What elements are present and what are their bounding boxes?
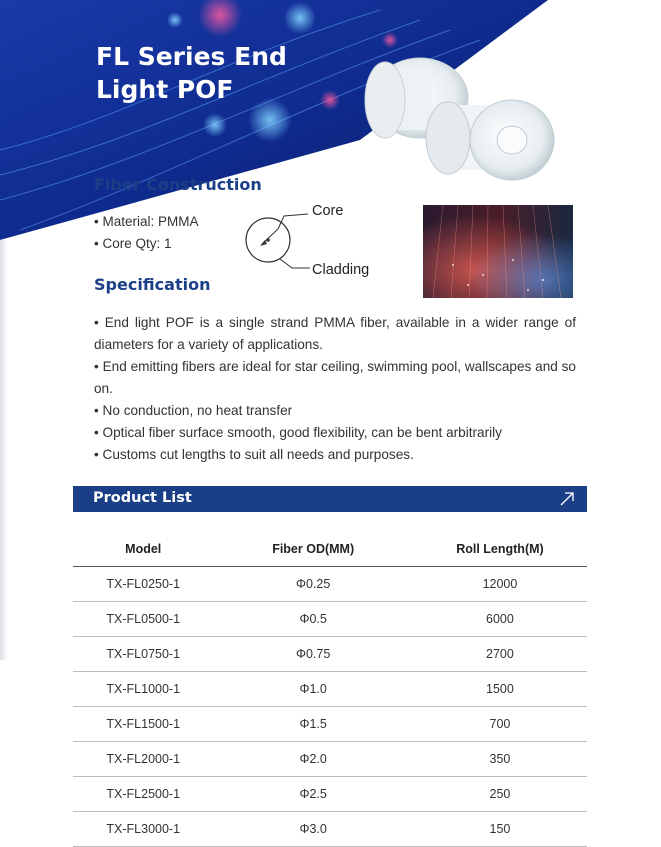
roll-length-cell: 6000	[413, 602, 587, 637]
material-item: • Material: PMMA	[94, 214, 199, 229]
model-cell: TX-FL0500-1	[73, 602, 213, 637]
fiber-construction-heading: Fiber Construction	[94, 175, 262, 194]
product-list-header-bar	[73, 486, 587, 512]
model-cell: TX-FL1000-1	[73, 672, 213, 707]
table-row	[73, 567, 587, 602]
roll-length-cell: 12000	[413, 567, 587, 602]
table-row	[73, 707, 587, 742]
product-list-heading: Product List	[93, 490, 192, 506]
roll-length-cell: 250	[413, 777, 587, 812]
fiber-od-cell: Φ2.0	[213, 742, 412, 777]
core-label: Core	[312, 203, 344, 219]
model-cell: TX-FL2000-1	[73, 742, 213, 777]
spec-item: • No conduction, no heat transfer	[94, 403, 293, 418]
table-row	[73, 777, 587, 812]
table-row	[73, 637, 587, 672]
table-row	[73, 602, 587, 637]
arrow-up-right-icon[interactable]	[559, 491, 575, 507]
roll-length-cell: 150	[413, 812, 587, 847]
fiber-light-photo	[423, 205, 573, 298]
model-cell: TX-FL3000-1	[73, 812, 213, 847]
fiber-od-cell: Φ0.5	[213, 602, 412, 637]
title-line-2: Light POF	[96, 75, 234, 104]
fiber-od-cell: Φ1.0	[213, 672, 412, 707]
spec-item: • Customs cut lengths to suit all needs and purposes.	[94, 447, 414, 462]
fiber-construction-list	[94, 211, 199, 255]
fiber-od-cell: Φ0.75	[213, 637, 412, 672]
column-header-fiber-od: Fiber OD(MM)	[213, 532, 412, 567]
column-header-roll-length: Roll Length(M)	[413, 532, 587, 567]
fiber-light-image	[423, 205, 573, 298]
model-cell: TX-FL0250-1	[73, 567, 213, 602]
fiber-spool-front	[426, 100, 554, 180]
spec-item: • End emitting fibers are ideal for star ceiling, swimming pool, wallscapes and so on.	[94, 359, 576, 396]
column-header-model: Model	[73, 532, 213, 567]
product-table	[73, 532, 587, 847]
table-row	[73, 812, 587, 847]
specification-heading: Specification	[94, 275, 211, 294]
spec-item: • End light POF is a single strand PMMA fiber, available in a wider range of diameters for a variety of applications.	[94, 315, 576, 352]
roll-length-cell: 2700	[413, 637, 587, 672]
roll-length-cell: 700	[413, 707, 587, 742]
page-title	[96, 40, 287, 106]
model-cell: TX-FL0750-1	[73, 637, 213, 672]
fiber-od-cell: Φ3.0	[213, 812, 412, 847]
table-header-row	[73, 532, 587, 567]
title-line-1: FL Series End	[96, 42, 287, 71]
table-row	[73, 742, 587, 777]
fiber-od-cell: Φ0.25	[213, 567, 412, 602]
model-cell: TX-FL1500-1	[73, 707, 213, 742]
spec-item: • Optical fiber surface smooth, good flexibility, can be bent arbitrarily	[94, 425, 502, 440]
roll-length-cell: 350	[413, 742, 587, 777]
left-edge-shadow	[0, 240, 8, 660]
cladding-label: Cladding	[312, 262, 370, 278]
specification-list	[94, 312, 576, 466]
model-cell: TX-FL2500-1	[73, 777, 213, 812]
core-qty-item: • Core Qty: 1	[94, 236, 172, 251]
fiber-od-cell: Φ2.5	[213, 777, 412, 812]
table-row	[73, 672, 587, 707]
fiber-od-cell: Φ1.5	[213, 707, 412, 742]
roll-length-cell: 1500	[413, 672, 587, 707]
